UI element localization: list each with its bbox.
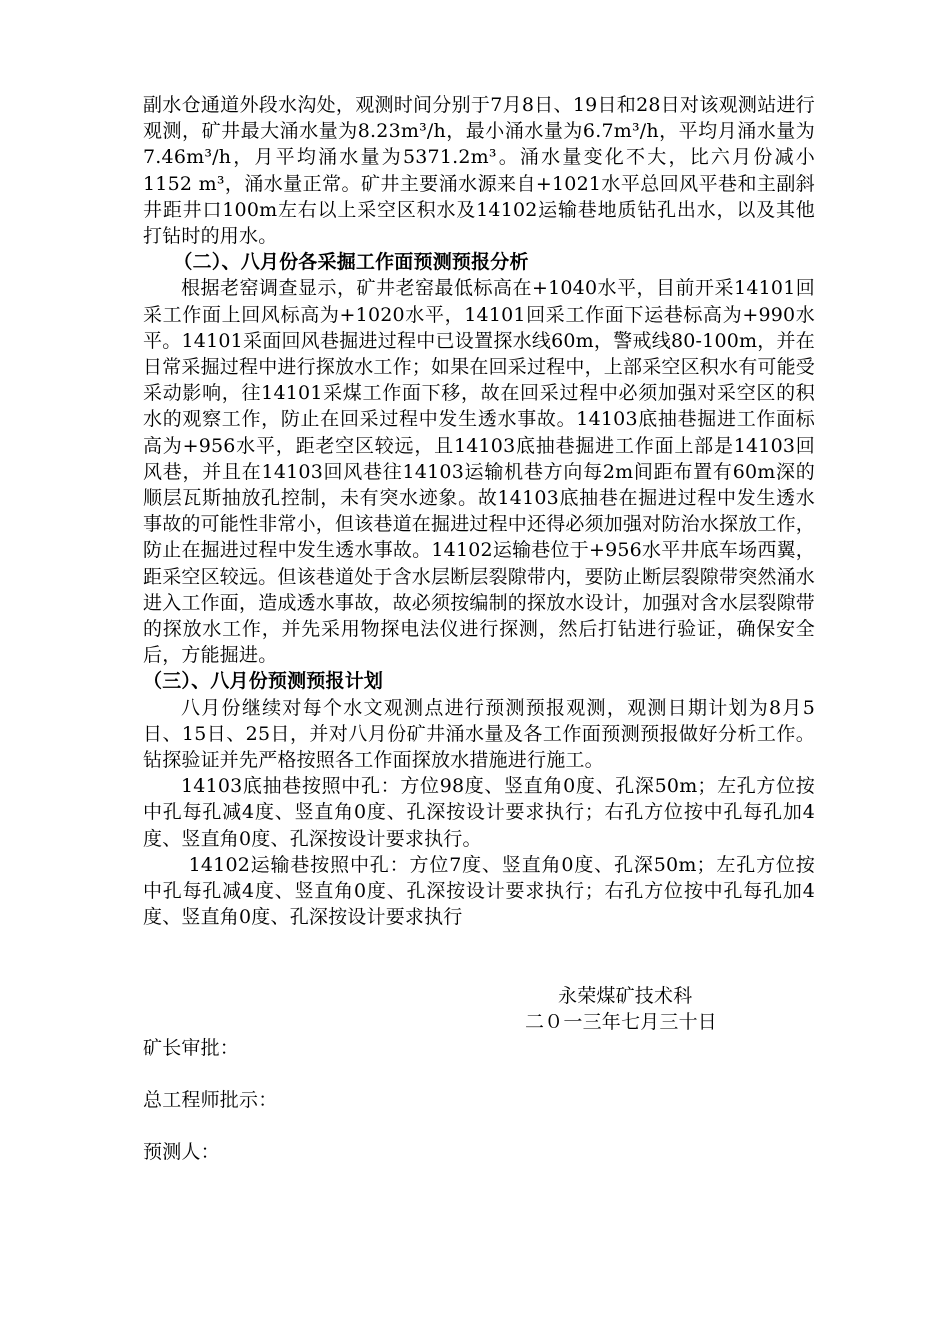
paragraph-water-inflow: 副水仓通道外段水沟处，观测时间分别于7月8日、19日和28日对该观测站进行观测，矿井最大涌水量为8.23m³/h，最小涌水量为6.7m³/h，平均月涌水量为7.46m³/h，月平均涌水量为5371.2m³。涌水量变化不大，比六月份减小1152 m³，涌水量正常。矿井主要涌水源来自+1021水平总回风平巷和主副斜井距井口100m左右以上采空区积水及14102运输巷地质钻孔出水，以及其他打钻时的用水。 bbox=[143, 94, 815, 248]
paragraph-drill-14103: 14103底抽巷按照中孔：方位98度、竖直角0度、孔深50m；左孔方位按中孔每孔减4度、竖直角0度、孔深按设计要求执行；右孔方位按中孔每孔加4度、竖直角0度、孔深按设计要求执行。 bbox=[143, 775, 815, 850]
signature-block bbox=[143, 983, 815, 1035]
paragraph-forecast-plan: 八月份继续对每个水文观测点进行预测预报观测，观测日期计划为8月5日、15日、25日，并对八月份矿井涌水量及各工作面预测预报做好分析工作。钻探验证并先严格按照各工作面探放水措施进行施工。 bbox=[143, 696, 815, 772]
director-approval-label: 矿长审批： bbox=[143, 1036, 240, 1059]
document-page bbox=[143, 92, 815, 1166]
forecaster-label: 预测人： bbox=[143, 1141, 220, 1164]
chief-engineer-approval-label: 总工程师批示： bbox=[143, 1089, 278, 1112]
paragraph-drill-14102: 14102运输巷按照中孔：方位7度、竖直角0度、孔深50m；左孔方位按中孔每孔减4度、竖直角0度、孔深按设计要求执行；右孔方位按中孔每孔加4度、竖直角0度、孔深按设计要求执行 bbox=[143, 853, 815, 929]
paragraph-forecast-analysis: 根据老窑调查显示，矿井老窑最低标高在+1040水平，目前开采14101回采工作面上回风标高为+1020水平，14101回采工作面下运巷标高为+990水平。14101采面回风巷掘进过程中已设置探水线60m，警戒线80-100m，并在日常采掘过程中进行探放水工作；如果在回采过程中，上部采空区积水有可能受采动影响，往14101采煤工作面下移，故在回采过程中必须加强对采空区的积水的观察工作，防止在回采过程中发生透水事故。14103底抽巷掘进工作面标高为+956水平，距老空区较远，且14103底抽巷掘进工作面上部是14103回风巷，并且在14103回风巷往14103运输机巷方向每2m间距布置有60m深的顺层瓦斯抽放孔控制，未有突水迹象。故14103底抽巷在掘进过程中发生透水事故的可能性非常小，但该巷道在掘进过程中还得必须加强对防治水探放工作，防止在掘进过程中发生透水事故。14102运输巷位于+956水平井底车场西翼，距采空区较远。但该巷道处于含水层断层裂隙带内，要防止断层裂隙带突然涌水进入工作面，造成透水事故，故必须按编制的探放水设计，加强对含水层裂隙带的探放水工作，并先采用物探电法仪进行探测，然后打钻进行验证，确保安全后，方能掘进。 bbox=[143, 277, 816, 667]
signature-date: 二０一三年七月三十日 bbox=[525, 1010, 718, 1033]
section-heading-3: （三）、八月份预测预报计划 bbox=[143, 670, 384, 693]
signature-department: 永荣煤矿技术科 bbox=[558, 984, 693, 1007]
section-heading-2: （二）、八月份各采掘工作面预测预报分析 bbox=[173, 251, 529, 274]
